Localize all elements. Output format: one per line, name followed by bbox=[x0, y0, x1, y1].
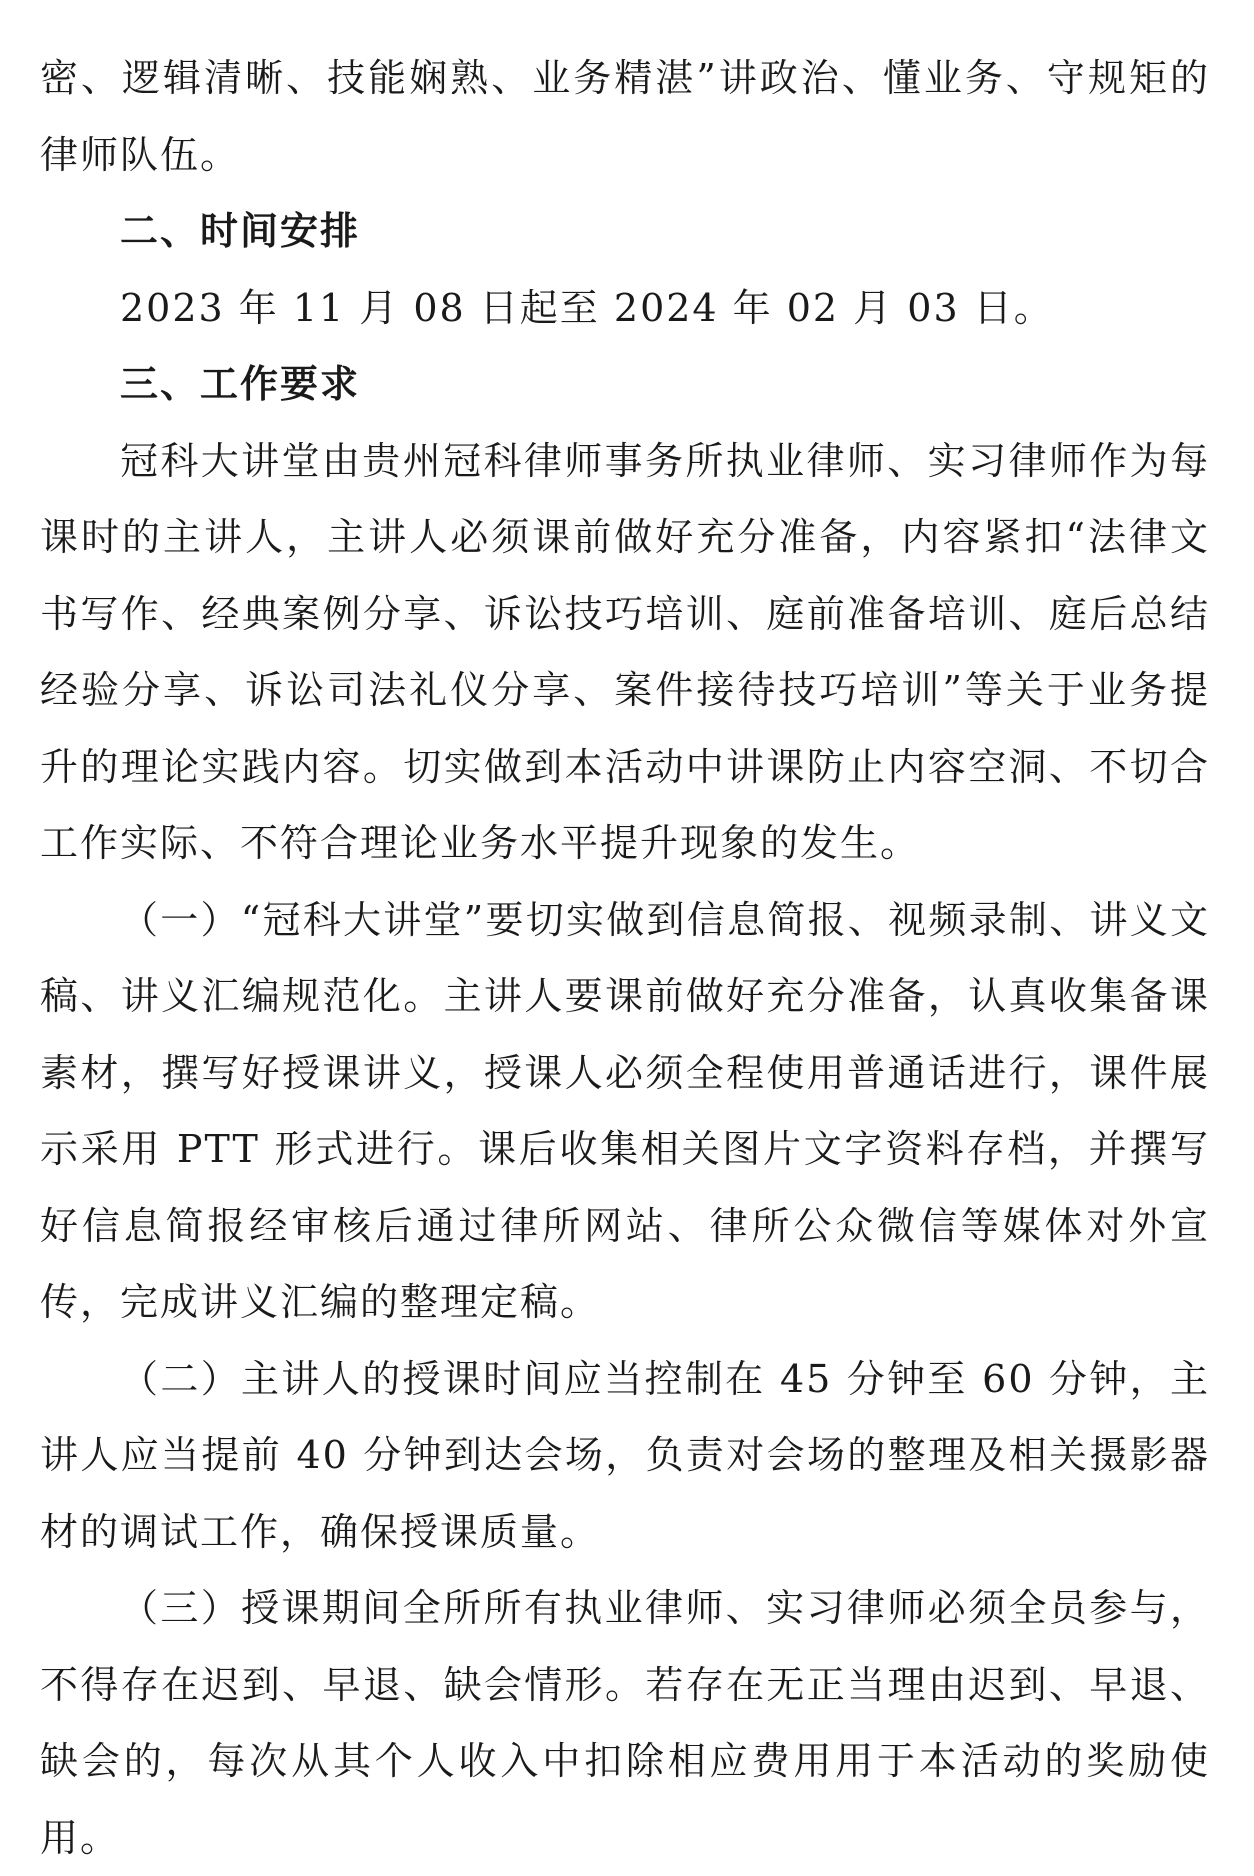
requirement-item-1: （一）“冠科大讲堂”要切实做到信息简报、视频录制、讲义文稿、讲义汇编规范化。主讲人要课前做好充分准备，认真收集备课素材，撰写好授课讲义，授课人必须全程使用普通话进行，课件展示采用 PTT 形式进行。课后收集相关图片文字资料存档，并撰写好信息简报经审核后通过律所网站、律所公众微信等媒体对外宣传，完成讲义汇编的整理定稿。 bbox=[40, 897, 1210, 1324]
section-three-heading: 三、工作要求 bbox=[120, 362, 361, 406]
requirement-item-3: （三）授课期间全所所有执业律师、实习律师必须全员参与，不得存在迟到、早退、缺会情形。若存在无正当理由迟到、早退、缺会的，每次从其个人收入中扣除相应费用用于本活动的奖励使用。 bbox=[40, 1586, 1210, 1860]
section-three-intro: 冠科大讲堂由贵州冠科律师事务所执业律师、实习律师作为每课时的主讲人，主讲人必须课前做好充分准备，内容紧扣“法律文书写作、经典案例分享、诉讼技巧培训、庭前准备培训、庭后总结经验分享、诉讼司法礼仪分享、案件接待技巧培训”等关于业务提升的理论实践内容。切实做到本活动中讲课防止内容空洞、不切合工作实际、不符合理论业务水平提升现象的发生。 bbox=[40, 438, 1210, 865]
section-two-body: 2023 年 11 月 08 日起至 2024 年 02 月 03 日。 bbox=[120, 285, 1054, 330]
document-body bbox=[40, 40, 1210, 1876]
section-two-heading: 二、时间安排 bbox=[120, 209, 361, 253]
continuation-paragraph: 密、逻辑清晰、技能娴熟、业务精湛”讲政治、懂业务、守规矩的律师队伍。 bbox=[40, 56, 1210, 177]
requirement-item-2: （二）主讲人的授课时间应当控制在 45 分钟至 60 分钟，主讲人应当提前 40 分钟到达会场，负责对会场的整理及相关摄影器材的调试工作，确保授课质量。 bbox=[40, 1356, 1210, 1554]
